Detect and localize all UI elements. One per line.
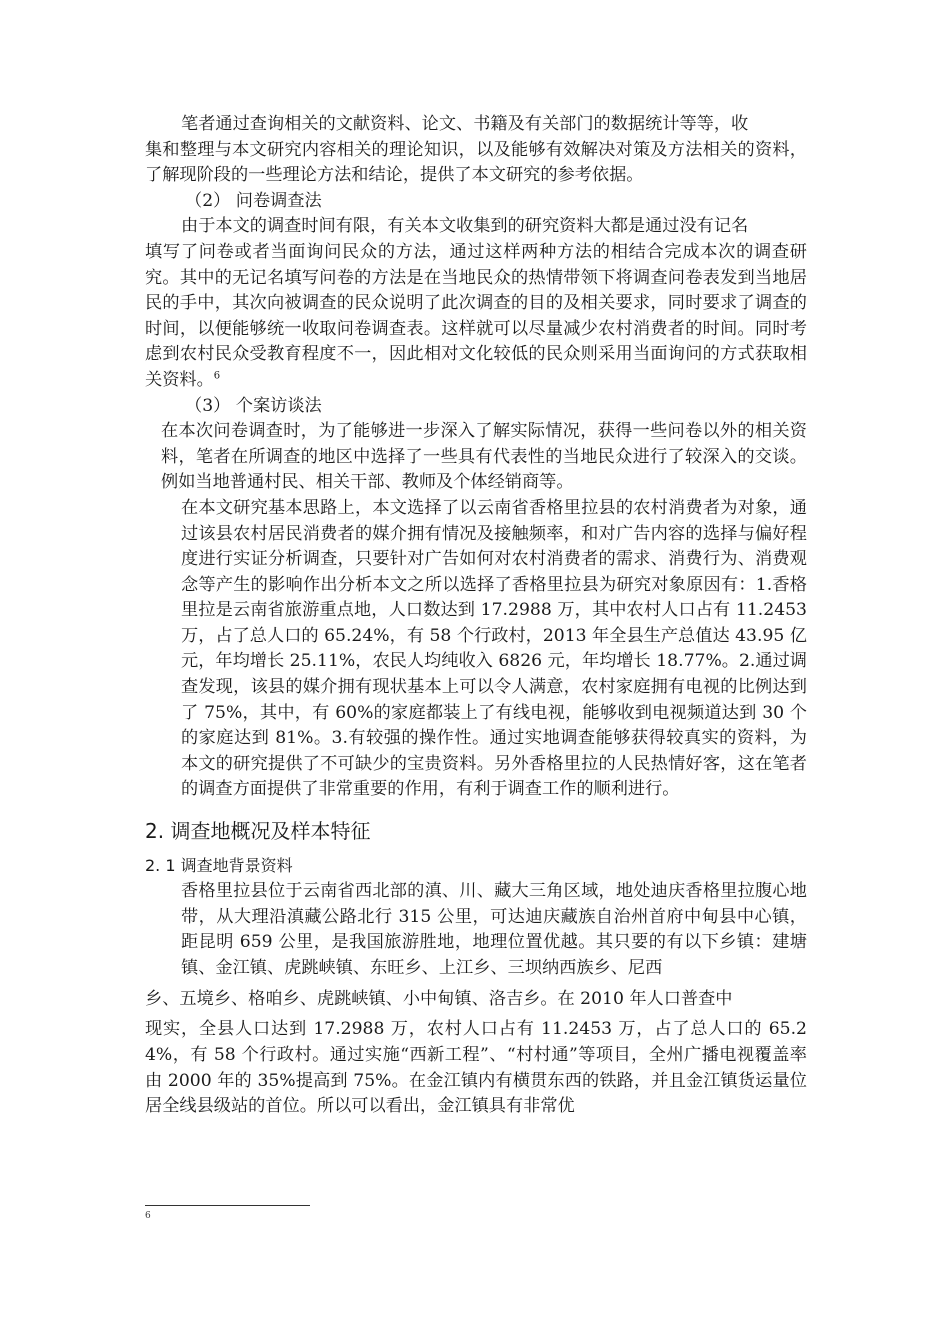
section-heading: 2. 调查地概况及样本特征 xyxy=(145,819,371,844)
paragraph-5-part-b: 乡、五境乡、格咱乡、虎跳峡镇、小中甸镇、洛吉乡。在 2010 年人口普查中 xyxy=(145,989,733,1010)
document-page xyxy=(145,112,807,1120)
paragraph-5-part-a: 香格里拉县位于云南省西北部的滇、川、藏大三角区域，地处迪庆香格里拉腹心地带，从大理沿滇藏公路北行 315 公里，可达迪庆藏族自治州首府中甸县中心镇，距昆明 659 公里，是我国旅游胜地，地理位置优越。其只要的有以下乡镇：建塘镇、金江镇、虎跳峡镇、东旺乡、上江乡、三坝纳西族乡、尼西 xyxy=(181,881,807,978)
paragraph-2-first-line: 由于本文的调查时间有限，有关本文收集到的研究资料大都是通过没有记名 xyxy=(181,216,749,237)
footnote-number: 6 xyxy=(145,1211,151,1221)
paragraph-1-first-line: 笔者通过查询相关的文献资料、论文、书籍及有关部门的数据统计等等，收 xyxy=(181,114,749,134)
footnote-separator xyxy=(145,1205,310,1206)
paragraph-4: 在本文研究基本思路上，本文选择了以云南省香格里拉县的农村消费者为对象，通过该县农村居民消费者的媒介拥有情况及接触频率，和对广告内容的选择与偏好程度进行实证分析调查，只要针对广告如何对农村消费者的需求、消费行为、消费观念等产生的影响作出分析本文之所以选择了香格里拉县为研究对象原因有：1.香格里拉是云南省旅游重点地，人口数达到 17.2988 万，其中农村人口占有 11.2453 万，占了总人口的 65.24%，有 58 个行政村，2013 年全县生产总值达 43.95 亿元，年均增长 25.11%，农民人均纯收入 6826 元，年均增长 18.77%。2.通过调查发现，该县的媒介拥有现状基本上可以令人满意，农村家庭拥有电视的比例达到了 75%，其中，有 60%的家庭都装上了有线电视，能够收到电视频道达到 30 个的家庭达到 81%。3.有较强的操作性。通过实地调查能够获得较真实的资料，为本文的研究提供了不可缺少的宝贵资料。另外香格里拉的人民热情好客，这在笔者的调查方面提供了非常重要的作用，有利于调查工作的顺利进行。 xyxy=(181,497,807,800)
footnote-reference[interactable]: 6 xyxy=(213,370,221,382)
paragraph-1-body: 集和整理与本文研究内容相关的理论知识，以及能够有效解决对策及方法相关的资料，了解现阶段的一些理论方法和结论，提供了本文研究的参考依据。 xyxy=(145,139,807,186)
paragraph-2-body xyxy=(145,240,807,394)
paragraph-3: 在本次问卷调查时，为了能够进一步深入了解实际情况，获得一些问卷以外的相关资料，笔者在所调查的地区中选择了一些具有代表性的当地民众进行了较深入的交谈。例如当地普通村民、相关干部、教师及个体经销商等。 xyxy=(161,421,807,493)
item-heading-questionnaire: （2） 问卷调查法 xyxy=(185,190,322,211)
subsection-heading: 2. 1 调查地背景资料 xyxy=(145,856,293,876)
item-heading-interview: （3） 个案访谈法 xyxy=(185,395,322,416)
paragraph-5-part-c: 现实，全县人口达到 17.2988 万，农村人口占有 11.2453 万，占了总人口的 65.24%，有 58 个行政村。通过实施“西新工程”、“村村通”等项目，全州广播电视覆盖率由 2000 年的 35%提高到 75%。在金江镇内有横贯东西的铁路，并且金江镇货运量位居全线县级站的首位。所以可以看出，金江镇具有非常优 xyxy=(145,1019,807,1117)
paragraph-2-text: 填写了问卷或者当面询问民众的方法，通过这样两种方法的相结合完成本次的调查研究。其中的无记名填写问卷的方法是在当地民众的热情带领下将调查问卷表发到当地居民的手中，其次向被调查的民众说明了此次调查的目的及相关要求，同时要求了调查的时间，以便能够统一收取问卷调查表。这样就可以尽量减少农村消费者的时间。同时考虑到农村民众受教育程度不一，因此相对文化较低的民众则采用当面询问的方式获取相关资料。 xyxy=(145,241,807,390)
